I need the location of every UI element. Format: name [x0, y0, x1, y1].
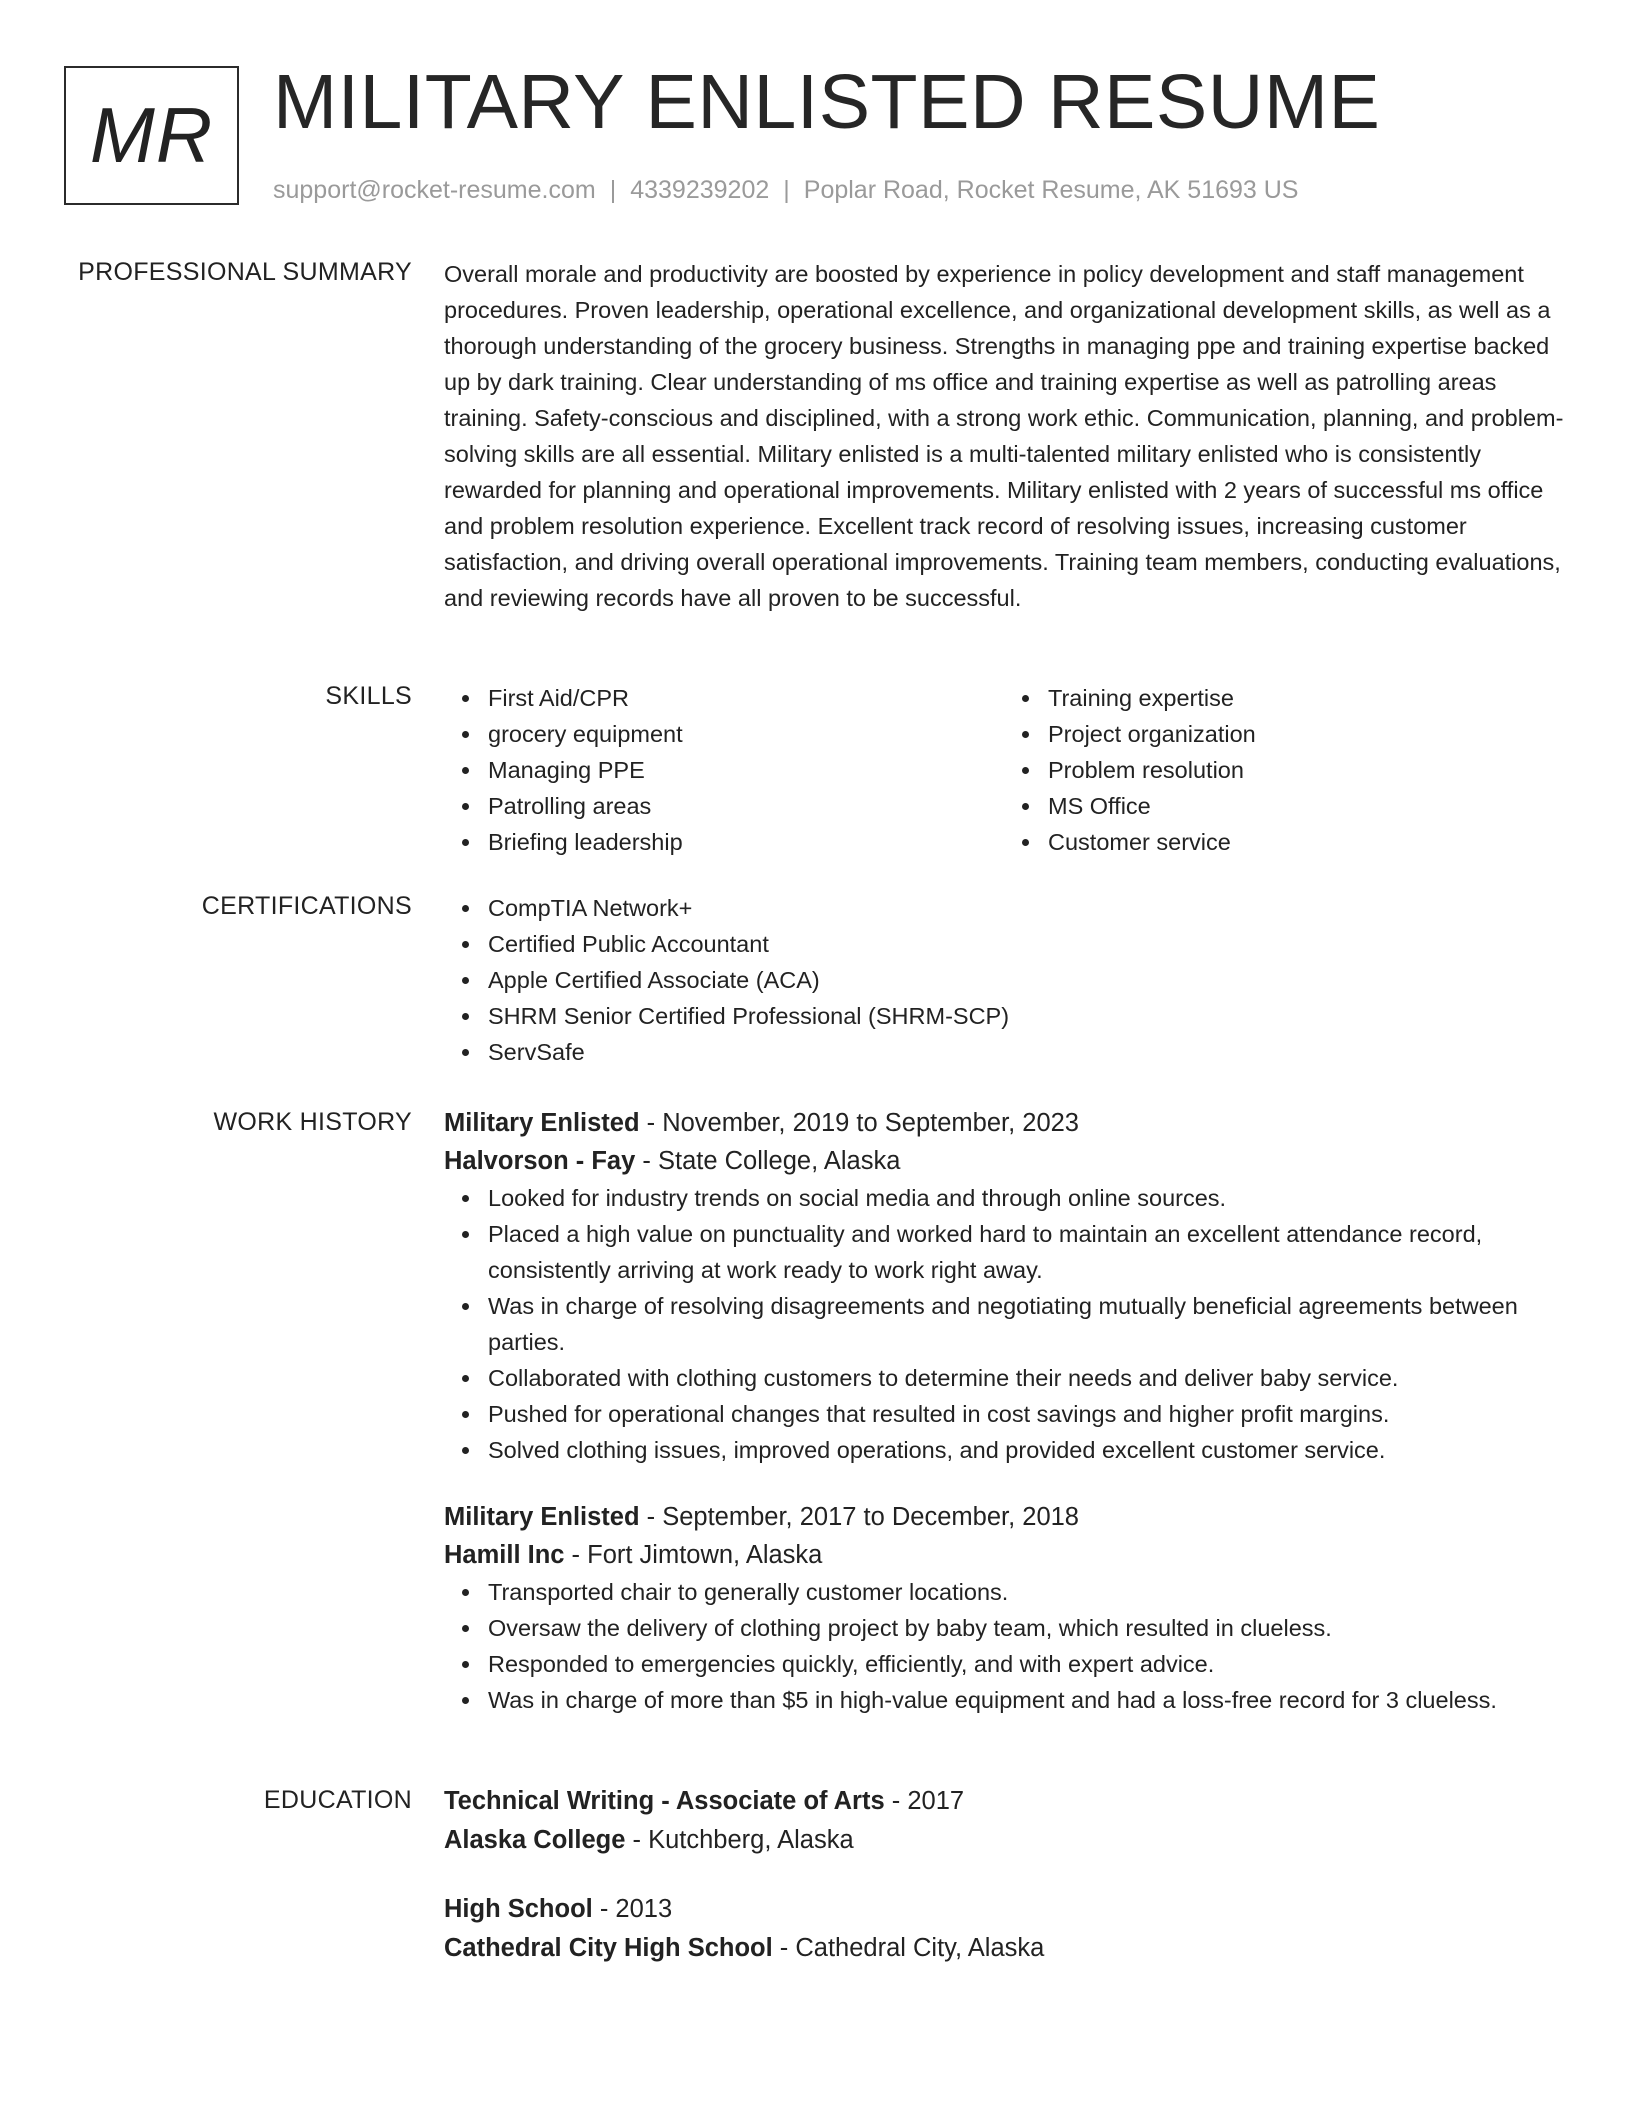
skill-item: Managing PPE — [488, 752, 1004, 788]
section-heading-education: EDUCATION — [263, 1786, 412, 1814]
job-bullet: Solved clothing issues, improved operations, and provided excellent customer service. — [488, 1432, 1564, 1468]
job-bullet: Was in charge of resolving disagreements and negotiating mutually beneficial agreements between parties. — [488, 1288, 1564, 1360]
job-bullet: Placed a high value on punctuality and worked hard to maintain an excellent attendance record, consistently arriving at work ready to work right away. — [488, 1216, 1564, 1288]
job-entry — [444, 1498, 1564, 1718]
certification-item: CompTIA Network+ — [488, 890, 1564, 926]
certification-item: Apple Certified Associate (ACA) — [488, 962, 1564, 998]
skill-item: Project organization — [1048, 716, 1564, 752]
section-heading-work-history: WORK HISTORY — [213, 1108, 412, 1136]
job-title: Military Enlisted — [444, 1109, 640, 1137]
job-bullet: Oversaw the delivery of clothing project by baby team, which resulted in clueless. — [488, 1610, 1564, 1646]
job-bullet: Was in charge of more than $5 in high-value equipment and had a loss-free record for 3 clueless. — [488, 1682, 1564, 1718]
summary-text: Overall morale and productivity are boosted by experience in policy development and staff management procedures. Proven leadership, operational excellence, and organizational development skills, as well as a thorough understanding of the grocery business. Strengths in managing ppe and training expertise backed up by dark training. Clear understanding of ms office and training expertise as well as patrolling areas training. Safety-conscious and disciplined, with a strong work ethic. Communication, planning, and problem-solving skills are all essential. Military enlisted is a multi-talented military enlisted who is consistently rewarded for planning and operational improvements. Military enlisted with 2 years of successful ms office and problem resolution experience. Excellent track record of resolving issues, increasing customer satisfaction, and driving overall operational improvements. Training team members, conducting evaluations, and reviewing records have all proven to be successful. — [444, 261, 1564, 611]
education-entry — [444, 1890, 1564, 1968]
certifications-body — [444, 890, 1564, 1070]
job-bullet: Transported chair to generally customer locations. — [488, 1574, 1564, 1610]
contact-separator: | — [609, 176, 617, 204]
skills-list-left — [444, 680, 1004, 860]
education-degree-line — [444, 1782, 1564, 1821]
job-dates: - September, 2017 to December, 2018 — [639, 1503, 1079, 1531]
education-body — [444, 1782, 1564, 1968]
contact-separator: | — [783, 176, 790, 204]
skill-item: Training expertise — [1048, 680, 1564, 716]
job-bullet: Responded to emergencies quickly, efficiently, and with expert advice. — [488, 1646, 1564, 1682]
monogram: MR — [64, 66, 239, 205]
job-title: Military Enlisted — [444, 1503, 640, 1531]
section-heading-skills: SKILLS — [325, 682, 412, 710]
work-history-body — [444, 1104, 1564, 1718]
education-degree: High School — [444, 1895, 593, 1923]
job-company-line — [444, 1536, 1564, 1574]
education-location: - Kutchberg, Alaska — [625, 1826, 854, 1854]
section-heading-certifications: CERTIFICATIONS — [201, 892, 412, 920]
job-company-line — [444, 1142, 1564, 1180]
job-dates: - November, 2019 to September, 2023 — [639, 1109, 1079, 1137]
certification-item: ServSafe — [488, 1034, 1564, 1070]
education-year: - 2013 — [592, 1895, 673, 1923]
job-bullet: Looked for industry trends on social media and through online sources. — [488, 1180, 1564, 1216]
job-bullet: Pushed for operational changes that resulted in cost savings and higher profit margins. — [488, 1396, 1564, 1432]
education-location: - Cathedral City, Alaska — [772, 1934, 1045, 1962]
contact-line — [273, 176, 1298, 205]
education-degree: Technical Writing - Associate of Arts — [444, 1787, 885, 1815]
certification-item: Certified Public Accountant — [488, 926, 1564, 962]
skill-item: First Aid/CPR — [488, 680, 1004, 716]
job-title-line — [444, 1498, 1564, 1536]
skill-item: MS Office — [1048, 788, 1564, 824]
skill-item: Customer service — [1048, 824, 1564, 860]
contact-phone: 4339239202 — [630, 176, 770, 204]
education-school-line — [444, 1821, 1564, 1860]
certification-item: SHRM Senior Certified Professional (SHRM-SCP) — [488, 998, 1564, 1034]
skills-list-right — [1004, 680, 1564, 860]
education-school-line — [444, 1929, 1564, 1968]
section-heading-summary: PROFESSIONAL SUMMARY — [78, 258, 412, 286]
skill-item: Problem resolution — [1048, 752, 1564, 788]
education-school: Cathedral City High School — [444, 1934, 773, 1962]
education-entry — [444, 1782, 1564, 1860]
job-company: Hamill Inc — [444, 1541, 565, 1569]
education-degree-line — [444, 1890, 1564, 1929]
skills-columns — [444, 680, 1564, 860]
skill-item: grocery equipment — [488, 716, 1004, 752]
job-location: - Fort Jimtown, Alaska — [564, 1541, 823, 1569]
job-entry — [444, 1104, 1564, 1468]
job-company: Halvorson - Fay — [444, 1147, 636, 1175]
job-bullet: Collaborated with clothing customers to determine their needs and deliver baby service. — [488, 1360, 1564, 1396]
resume-title: MILITARY ENLISTED RESUME — [273, 59, 1381, 145]
job-bullets — [444, 1180, 1564, 1468]
education-school: Alaska College — [444, 1826, 626, 1854]
job-title-line — [444, 1104, 1564, 1142]
skill-item: Briefing leadership — [488, 824, 1004, 860]
contact-email: support@rocket-resume.com — [273, 176, 596, 204]
job-location: - State College, Alaska — [635, 1147, 901, 1175]
certifications-list — [444, 890, 1564, 1070]
skill-item: Patrolling areas — [488, 788, 1004, 824]
contact-address: Poplar Road, Rocket Resume, AK 51693 US — [803, 176, 1299, 204]
education-year: - 2017 — [884, 1787, 965, 1815]
job-bullets — [444, 1574, 1564, 1718]
